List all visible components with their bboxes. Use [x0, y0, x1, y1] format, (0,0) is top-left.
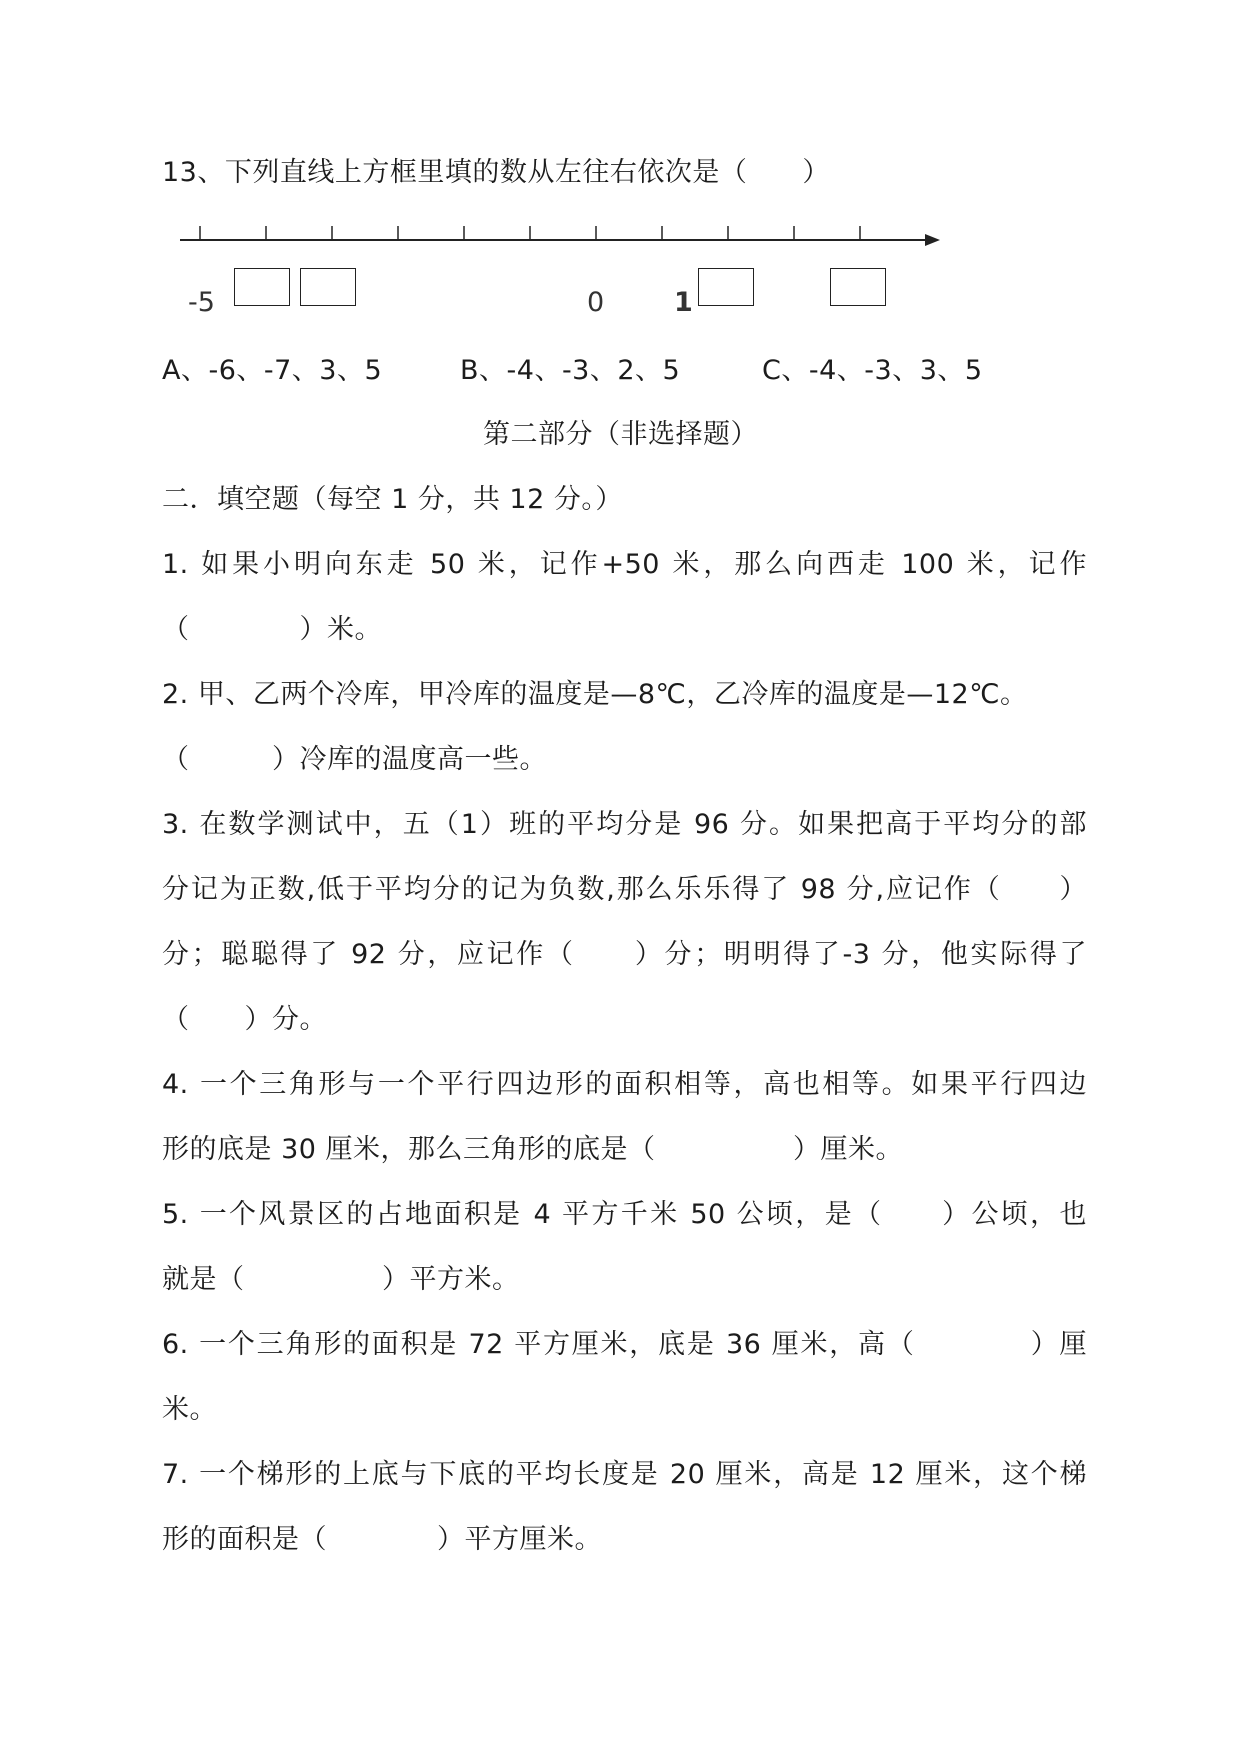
answer-box-2[interactable]: [300, 268, 356, 306]
q4-line-1: 4. 一个三角形与一个平行四边形的面积相等，高也相等。如果平行四边: [162, 1069, 1087, 1100]
q3-line-4: （ ）分。: [162, 1004, 327, 1035]
q2-line-1: 2. 甲、乙两个冷库，甲冷库的温度是—8℃，乙冷库的温度是—12℃。: [162, 679, 1028, 710]
axis-arrow: [925, 234, 940, 246]
q6-line-1: 6. 一个三角形的面积是 72 平方厘米，底是 36 厘米，高（ ）厘: [162, 1329, 1087, 1360]
q3-line-2: 分记为正数,低于平均分的记为负数,那么乐乐得了 98 分,应记作（ ）: [162, 874, 1087, 905]
answer-box-1[interactable]: [234, 268, 290, 306]
q4-line-2: 形的底是 30 厘米，那么三角形的底是（ ）厘米。: [162, 1134, 904, 1165]
part-2-title: 第二部分（非选择题）: [483, 419, 758, 450]
q6-line-2: 米。: [162, 1394, 217, 1425]
q3-line-1: 3. 在数学测试中，五（1）班的平均分是 96 分。如果把高于平均分的部: [162, 809, 1087, 840]
answer-box-3[interactable]: [698, 268, 754, 306]
option-b[interactable]: B、-4、-3、2、5: [460, 355, 681, 386]
q5-line-1: 5. 一个风景区的占地面积是 4 平方千米 50 公顷，是（ ）公顷，也: [162, 1199, 1087, 1230]
option-c[interactable]: C、-4、-3、3、5: [762, 355, 983, 386]
q5-line-2: 就是（ ）平方米。: [162, 1264, 520, 1295]
q7-line-1: 7. 一个梯形的上底与下底的平均长度是 20 厘米，高是 12 厘米，这个梯: [162, 1459, 1087, 1490]
section-2-heading: 二．填空题（每空 1 分，共 12 分。）: [162, 484, 623, 515]
option-a[interactable]: A、-6、-7、3、5: [162, 355, 383, 386]
label-zero: 0: [587, 287, 605, 318]
q1-line-2: （ ）米。: [162, 614, 382, 645]
answer-box-4[interactable]: [830, 268, 886, 306]
tick-marks: [200, 226, 860, 240]
q2-line-2: （ ）冷库的温度高一些。: [162, 744, 547, 775]
q1-line-1: 1. 如果小明向东走 50 米，记作+50 米，那么向西走 100 米，记作: [162, 549, 1087, 580]
question-13-stem: 13、下列直线上方框里填的数从左往右依次是（ ）: [162, 157, 830, 188]
label-one: 1: [674, 287, 693, 318]
number-line-axis: [160, 210, 940, 250]
q7-line-2: 形的面积是（ ）平方厘米。: [162, 1524, 602, 1555]
label-minus-5: -5: [188, 287, 215, 318]
q3-line-3: 分；聪聪得了 92 分，应记作（ ）分；明明得了-3 分，他实际得了: [162, 939, 1087, 970]
